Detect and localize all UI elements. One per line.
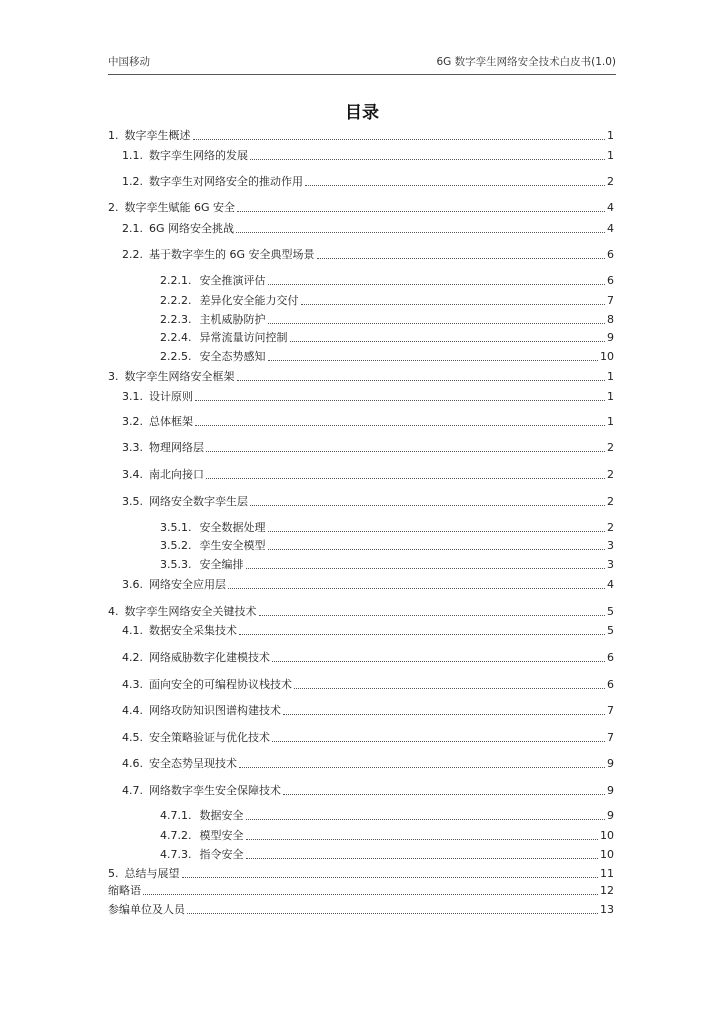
toc-entry-page: 5 [607,605,614,618]
toc-dot-leader [228,587,605,589]
toc-entry-page: 7 [607,294,614,307]
toc-entry-number: 1.2. [122,175,143,188]
toc-dot-leader [317,257,605,259]
toc-entry-label: 主机威胁防护 [199,313,266,326]
toc-dot-leader [305,184,605,186]
toc-entry-label: 数字孪生网络安全框架 [124,370,235,383]
toc-entry-label: 缩略语 [108,884,141,897]
toc-entry-page: 4 [607,201,614,214]
toc-entry[interactable] [108,147,614,163]
toc-entry-page: 10 [600,829,614,842]
toc-entry-page: 2 [607,495,614,508]
toc-entry-number: 2. [108,201,119,214]
toc-dot-leader [290,340,606,342]
toc-entry[interactable] [108,603,614,619]
toc-entry-label: 数字孪生对网络安全的推动作用 [149,175,303,188]
toc-entry-label: 差异化安全能力交付 [199,294,299,307]
toc-dot-leader [246,567,606,569]
toc-entry-number: 5. [108,867,119,880]
toc-dot-leader [268,322,606,324]
toc-dot-leader [187,912,598,914]
toc-entry-page: 2 [607,468,614,481]
toc-entry-page: 1 [607,390,614,403]
toc-entry-number: 3.5.1. [160,521,192,534]
toc-dot-leader [294,687,605,689]
toc-entry-label: 数据安全采集技术 [149,624,237,637]
toc-entry[interactable] [108,827,614,843]
toc-entry[interactable] [108,292,614,308]
toc-entry-label: 设计原则 [149,390,193,403]
toc-dot-leader [268,530,606,532]
toc-dot-leader [272,660,605,662]
header-org: 中国移动 [108,56,150,68]
toc-entry-page: 2 [607,521,614,534]
header-doc-title: 6G 数字孪生网络安全技术白皮书(1.0) [436,56,616,68]
toc-entry-number: 4.1. [122,624,143,637]
toc-entry[interactable] [108,368,614,384]
toc-entry-number: 4.6. [122,757,143,770]
toc-entry-page: 10 [600,350,614,363]
toc-dot-leader [237,379,606,381]
toc-entry-label: 异常流量访问控制 [199,331,288,344]
toc-entry-page: 6 [607,248,614,261]
toc-dot-leader [268,359,599,361]
toc-entry-page: 1 [607,370,614,383]
toc-entry[interactable] [108,348,614,364]
toc-entry-page: 4 [607,222,614,235]
toc-entry-label: 数字孪生概述 [124,129,191,142]
toc-entry-label: 网络数字孪生安全保障技术 [149,784,281,797]
toc-entry-page: 6 [607,274,614,287]
toc-entry-number: 2.2.5. [160,350,192,363]
toc-entry[interactable] [108,388,614,404]
toc-entry-number: 2.2.2. [160,294,192,307]
toc-entry-number: 3.3. [122,441,143,454]
toc-entry-number: 4. [108,605,119,618]
toc-dot-leader [195,424,605,426]
toc-dot-leader [193,138,606,140]
toc-dot-leader [182,876,599,878]
toc-entry-label: 安全态势感知 [199,350,266,363]
toc-dot-leader [239,633,605,635]
toc-entry[interactable] [108,649,614,665]
toc-entry-label: 基于数字孪生的 6G 安全典型场景 [149,248,315,261]
toc-entry-label: 网络安全应用层 [149,578,226,591]
toc-entry-number: 2.2.3. [160,313,192,326]
toc-entry[interactable] [108,199,614,215]
toc-entry-page: 6 [607,651,614,664]
toc-entry-number: 2.2.4. [160,331,192,344]
toc-entry-label: 网络攻防知识图谱构建技术 [149,704,281,717]
toc-entry-page: 13 [600,903,614,916]
toc-entry-label: 数字孪生赋能 6G 安全 [124,201,236,214]
toc-entry[interactable] [108,729,614,745]
toc-entry[interactable] [108,755,614,771]
toc-entry-number: 4.3. [122,678,143,691]
toc-entry[interactable] [108,901,614,917]
toc-entry-label: 数字孪生网络安全关键技术 [124,605,257,618]
toc-entry-label: 面向安全的可编程协议栈技术 [149,678,292,691]
page-title: 目录 [345,103,379,123]
toc-entry-label: 安全策略验证与优化技术 [149,731,270,744]
toc-entry-number: 4.4. [122,704,143,717]
toc-entry-page: 2 [607,175,614,188]
toc-entry-page: 4 [607,578,614,591]
toc-entry-number: 3.5.2. [160,539,192,552]
toc-entry-number: 4.7.1. [160,809,192,822]
toc-entry[interactable] [108,519,614,535]
toc-entry-page: 11 [600,867,614,880]
toc-entry[interactable] [108,676,614,692]
toc-entry[interactable] [108,576,614,592]
toc-dot-leader [239,766,605,768]
toc-entry-label: 数据安全 [199,809,244,822]
toc-entry-number: 3.6. [122,578,143,591]
toc-entry[interactable] [108,173,614,189]
toc-dot-leader [250,158,605,160]
toc-entry[interactable] [108,413,614,429]
toc-entry-label: 安全数据处理 [199,521,266,534]
toc-entry-number: 2.2.1. [160,274,192,287]
toc-entry-number: 4.7. [122,784,143,797]
toc-entry-label: 孪生安全模型 [199,539,266,552]
toc-dot-leader [272,740,605,742]
toc-entry-number: 4.5. [122,731,143,744]
toc-entry-number: 3.4. [122,468,143,481]
toc-entry-page: 7 [607,704,614,717]
toc-entry[interactable] [108,882,614,898]
toc-entry-number: 3.1. [122,390,143,403]
toc-entry-page: 7 [607,731,614,744]
toc-dot-leader [143,893,598,895]
toc-entry-label: 安全推演评估 [199,274,266,287]
toc-entry-number: 4.7.3. [160,848,192,861]
toc-dot-leader [237,210,605,212]
toc-dot-leader [246,838,599,840]
toc-entry-number: 3.2. [122,415,143,428]
toc-entry[interactable] [108,846,614,862]
toc-entry-number: 3. [108,370,119,383]
toc-entry-number: 2.1. [122,222,143,235]
toc-entry[interactable] [108,127,614,143]
toc-entry[interactable] [108,622,614,638]
toc-entry[interactable] [108,220,614,236]
toc-dot-leader [301,303,606,305]
toc-entry[interactable] [108,537,614,553]
toc-entry[interactable] [108,556,614,572]
toc-entry-number: 1. [108,129,119,142]
toc-dot-leader [206,477,605,479]
toc-entry-label: 指令安全 [199,848,244,861]
toc-entry-label: 安全态势呈现技术 [149,757,237,770]
toc-dot-leader [246,857,599,859]
toc-entry[interactable] [108,272,614,288]
toc-dot-leader [250,504,605,506]
toc-dot-leader [195,399,605,401]
toc-entry-page: 1 [607,415,614,428]
toc-entry-page: 3 [607,558,614,571]
toc-entry-page: 3 [607,539,614,552]
toc-entry-label: 总结与展望 [124,867,180,880]
toc-entry-label: 物理网络层 [149,441,204,454]
toc-entry-label: 数字孪生网络的发展 [149,149,248,162]
toc-dot-leader [283,713,605,715]
toc-entry-page: 9 [607,757,614,770]
toc-entry-label: 模型安全 [199,829,244,842]
toc-dot-leader [268,283,606,285]
toc-entry-page: 10 [600,848,614,861]
toc-dot-leader [259,614,606,616]
toc-entry[interactable] [108,329,614,345]
toc-entry[interactable] [108,311,614,327]
toc-entry-page: 12 [600,884,614,897]
toc-entry-label: 安全编排 [199,558,244,571]
toc-dot-leader [236,231,605,233]
toc-entry-label: 6G 网络安全挑战 [149,222,235,235]
toc-entry[interactable] [108,807,614,823]
toc-dot-leader [283,793,605,795]
toc-entry-number: 1.1. [122,149,143,162]
toc-entry[interactable] [108,246,614,262]
header-divider [108,74,616,75]
toc-entry-page: 9 [607,331,614,344]
toc-entry-number: 3.5.3. [160,558,192,571]
toc-entry-page: 1 [607,149,614,162]
toc-entry-number: 4.7.2. [160,829,192,842]
toc-entry-label: 南北向接口 [149,468,204,481]
toc-entry-page: 9 [607,809,614,822]
toc-entry-page: 9 [607,784,614,797]
toc-entry-number: 3.5. [122,495,143,508]
toc-entry-label: 网络安全数字孪生层 [149,495,248,508]
toc-dot-leader [268,548,606,550]
toc-entry-page: 5 [607,624,614,637]
toc-entry[interactable] [108,493,614,509]
toc-entry-label: 网络威胁数字化建模技术 [149,651,270,664]
toc-entry-number: 2.2. [122,248,143,261]
toc-entry[interactable] [108,702,614,718]
toc-entry-page: 6 [607,678,614,691]
toc-entry-label: 参编单位及人员 [108,903,185,916]
toc-entry[interactable] [108,865,614,881]
toc-entry[interactable] [108,439,614,455]
toc-entry-number: 4.2. [122,651,143,664]
toc-dot-leader [206,450,605,452]
toc-entry[interactable] [108,466,614,482]
toc-entry-label: 总体框架 [149,415,193,428]
toc-entry[interactable] [108,782,614,798]
toc-dot-leader [246,818,606,820]
toc-entry-page: 2 [607,441,614,454]
toc-entry-page: 1 [607,129,614,142]
toc-entry-page: 8 [607,313,614,326]
